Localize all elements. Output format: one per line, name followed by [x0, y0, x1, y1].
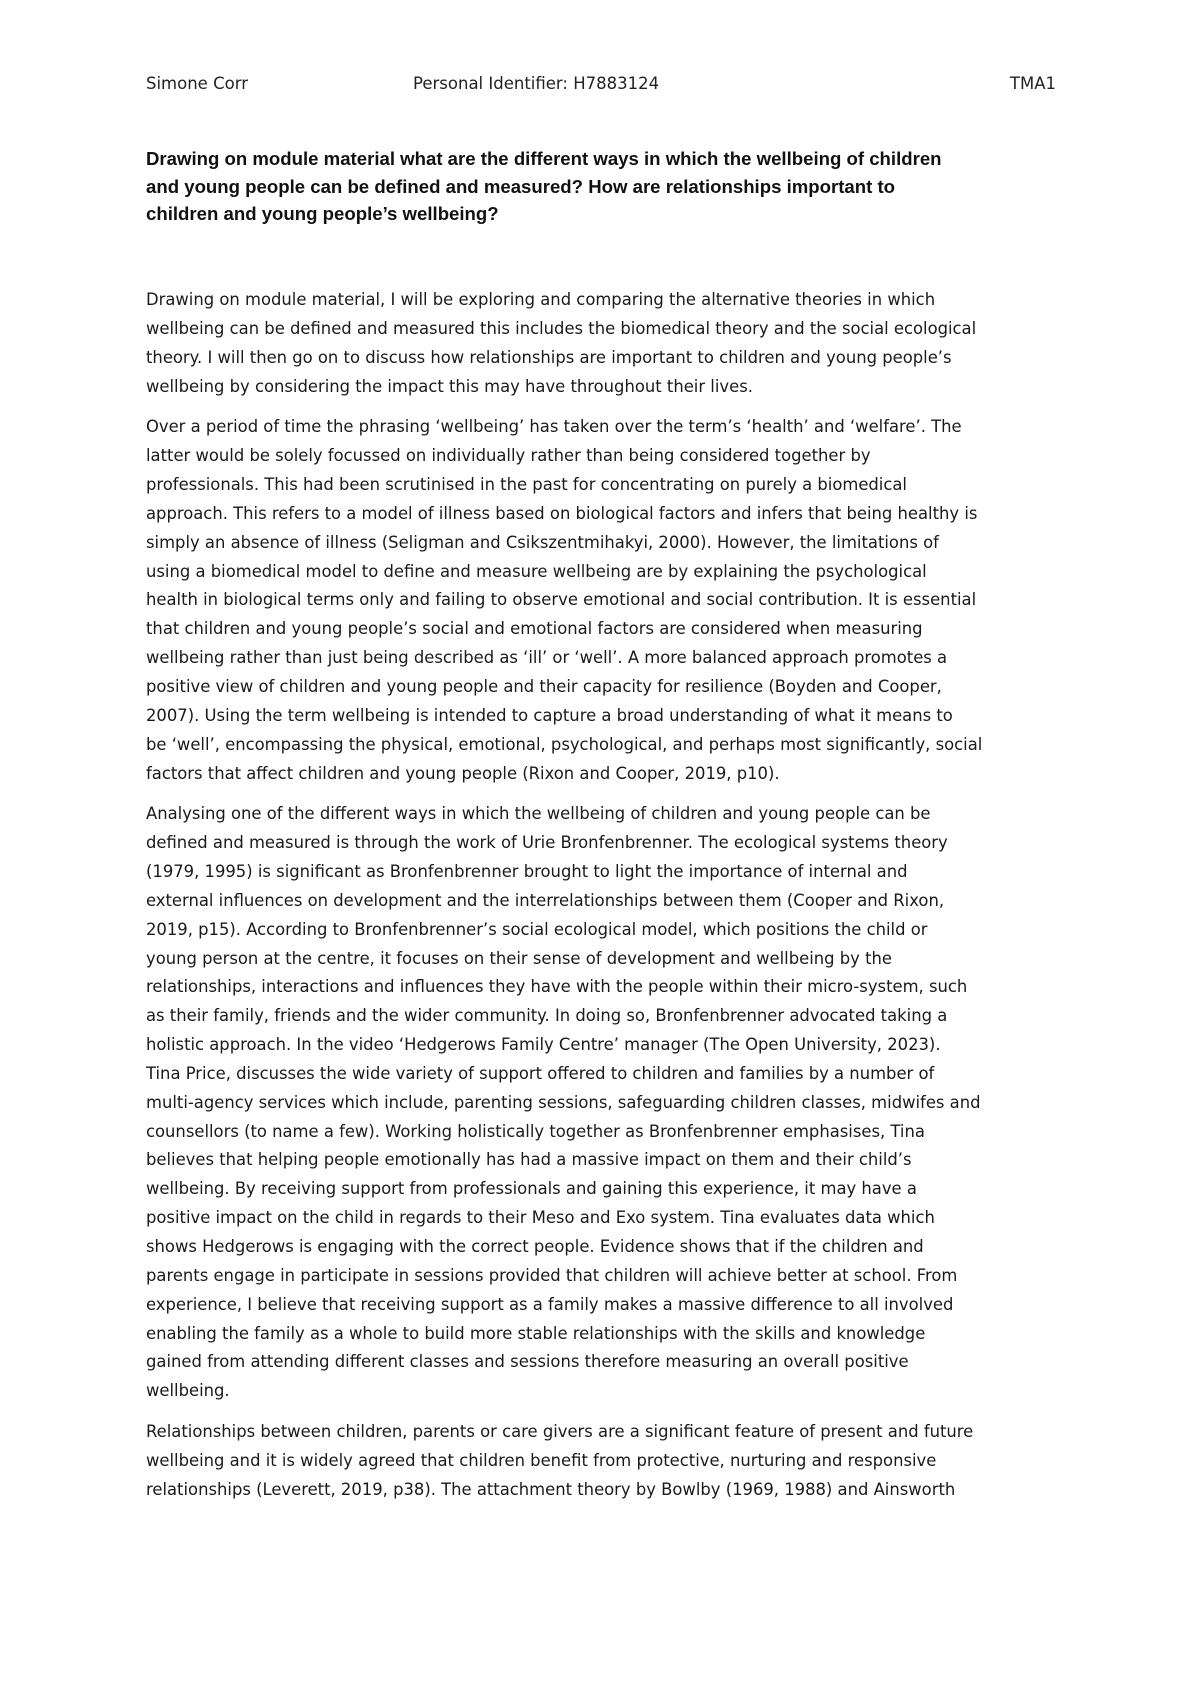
text-line: Drawing on module material, I will be exploring and comparing the alternative theories in which — [146, 290, 936, 309]
assignment-label: TMA1 — [1009, 74, 1056, 93]
text-line: 2007). Using the term wellbeing is intended to capture a broad understanding of what it means to — [146, 705, 953, 725]
text-line: wellbeing by considering the impact this may have throughout their lives. — [146, 376, 753, 396]
text-line: wellbeing. By receiving support from professionals and gaining this experience, it may have a — [146, 1179, 917, 1199]
text-line: holistic approach. In the video ‘Hedgerows Family Centre’ manager (The Open University, 2023). — [146, 1035, 941, 1055]
text-line: wellbeing rather than just being described as ‘ill’ or ‘well’. A more balanced approach promotes a — [146, 648, 948, 668]
question-line: Drawing on module material what are the different ways in which the wellbeing of children — [146, 148, 942, 169]
body-paragraph — [146, 413, 1066, 788]
essay-body — [146, 286, 1066, 1517]
text-line: as their family, friends and the wider community. In doing so, Bronfenbrenner advocated taking a — [146, 1006, 948, 1026]
text-line: positive impact on the child in regards to their Meso and Exo system. Tina evaluates data which — [146, 1208, 935, 1228]
text-line: multi-agency services which include, parenting sessions, safeguarding children classes, midwifes and — [146, 1092, 981, 1112]
text-line: believes that helping people emotionally has had a massive impact on them and their child’s — [146, 1150, 912, 1170]
text-line: gained from attending different classes and sessions therefore measuring an overall positive — [146, 1352, 909, 1372]
text-line: wellbeing. — [146, 1381, 230, 1401]
text-line: young person at the centre, it focuses on their sense of development and wellbeing by the — [146, 948, 892, 968]
text-line: Over a period of time the phrasing ‘wellbeing’ has taken over the term’s ‘health’ and ‘welfare’. The — [146, 417, 962, 437]
body-paragraph — [146, 1418, 1066, 1505]
text-line: that children and young people’s social and emotional factors are considered when measuring — [146, 619, 923, 639]
text-line: relationships, interactions and influences they have with the people within their micro-system, such — [146, 977, 968, 997]
page-header — [146, 74, 1056, 104]
text-line: 2019, p15). According to Bronfenbrenner’s social ecological model, which positions the child or — [146, 919, 928, 939]
text-line: shows Hedgerows is engaging with the correct people. Evidence shows that if the children and — [146, 1237, 924, 1256]
text-line: theory. I will then go on to discuss how relationships are important to children and young people’s — [146, 347, 952, 367]
text-line: professionals. This had been scrutinised in the past for concentrating on purely a biomedical — [146, 475, 907, 495]
body-paragraph — [146, 286, 1066, 401]
text-line: Tina Price, discusses the wide variety of support offered to children and families by a number of — [146, 1063, 935, 1083]
text-line: (1979, 1995) is significant as Bronfenbrenner brought to light the importance of internal and — [146, 862, 908, 882]
text-line: simply an absence of illness (Seligman and Csikszentmihakyi, 2000). However, the limitations of — [146, 532, 939, 552]
author-name: Simone Corr — [146, 74, 248, 93]
text-line: wellbeing and it is widely agreed that children benefit from protective, nurturing and responsive — [146, 1450, 937, 1470]
text-line: latter would be solely focussed on individually rather than being considered together by — [146, 446, 871, 466]
text-line: Analysing one of the different ways in which the wellbeing of children and young people can be — [146, 804, 931, 824]
question-line: children and young people’s wellbeing? — [146, 203, 499, 224]
text-line: wellbeing can be defined and measured this includes the biomedical theory and the social ecological — [146, 318, 977, 338]
text-line: parents engage in participate in sessions provided that children will achieve better at school. From — [146, 1265, 958, 1285]
text-line: using a biomedical model to define and measure wellbeing are by explaining the psychological — [146, 561, 927, 581]
text-line: relationships (Leverett, 2019, p38). The attachment theory by Bowlby (1969, 1988) and Ainsworth — [146, 1479, 956, 1499]
text-line: be ‘well’, encompassing the physical, emotional, psychological, and perhaps most significantly, social — [146, 734, 983, 754]
question-line: and young people can be defined and measured? How are relationships important to — [146, 175, 896, 197]
text-line: health in biological terms only and failing to observe emotional and social contribution. It is essential — [146, 590, 977, 610]
text-line: external influences on development and the interrelationships between them (Cooper and Rixon, — [146, 890, 945, 910]
text-line: defined and measured is through the work of Urie Bronfenbrenner. The ecological systems theory — [146, 833, 948, 853]
text-line: enabling the family as a whole to build more stable relationships with the skills and knowledge — [146, 1323, 926, 1343]
text-line: experience, I believe that receiving support as a family makes a massive difference to all involved — [146, 1294, 954, 1314]
body-paragraph — [146, 800, 1066, 1406]
text-line: approach. This refers to a model of illness based on biological factors and infers that being healthy is — [146, 503, 978, 523]
text-line: factors that affect children and young people (Rixon and Cooper, 2019, p10). — [146, 763, 780, 783]
personal-identifier: Personal Identifier: H7883124 — [413, 74, 660, 93]
essay-question — [146, 145, 1066, 228]
text-line: counsellors (to name a few). Working holistically together as Bronfenbrenner emphasises, Tina — [146, 1121, 925, 1141]
text-line: Relationships between children, parents or care givers are a significant feature of present and future — [146, 1422, 974, 1442]
text-line: positive view of children and young people and their capacity for resilience (Boyden and Cooper, — [146, 676, 942, 696]
